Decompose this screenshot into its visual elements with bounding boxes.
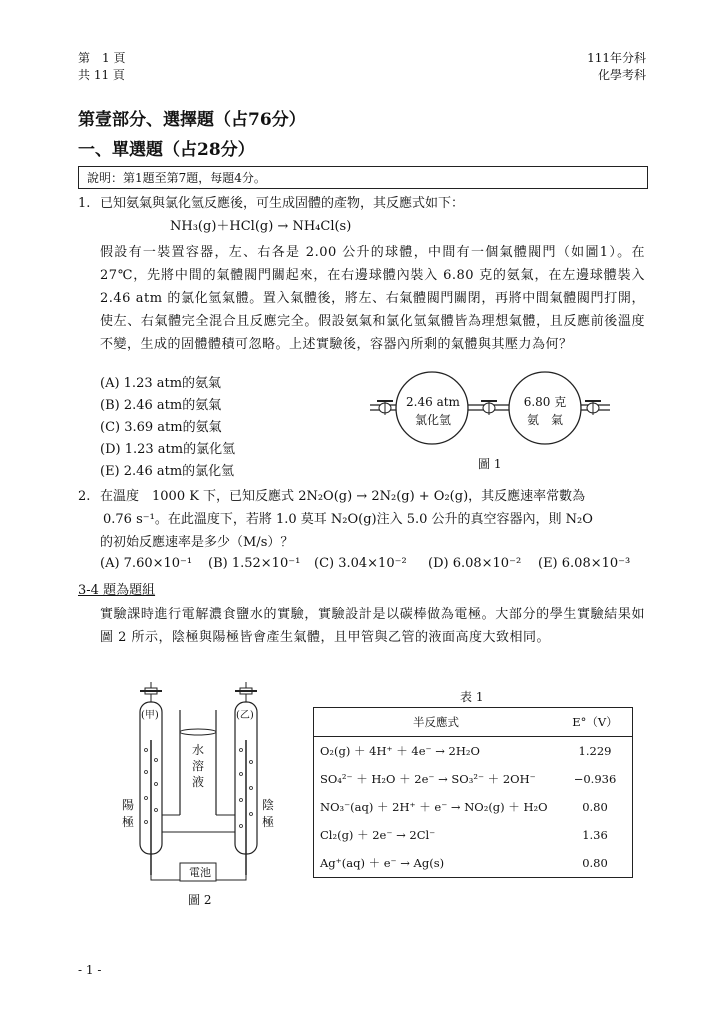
anode-label [122, 797, 134, 831]
reaction-cell: Cl₂(g) ＋ 2e⁻ → 2Cl⁻ [320, 828, 436, 842]
solution-char-3: 液 [192, 775, 205, 789]
potential-cell: 0.80 [582, 856, 608, 870]
q2-option-b: (B) 1.52×10⁻¹ [208, 556, 301, 571]
table-row [314, 821, 633, 849]
q2-option-a: (A) 7.60×10⁻¹ [100, 556, 193, 571]
table-row [314, 737, 633, 766]
right-bulb-gas: 氨 氣 [526, 413, 563, 427]
right-bulb-mass: 6.80 克 [523, 395, 567, 409]
header-potential: E°（V） [572, 715, 618, 729]
q2-option-c: (C) 3.04×10⁻² [314, 556, 407, 571]
instructions-box [78, 166, 648, 189]
right-valve-icon [585, 401, 601, 415]
table-header-row [314, 708, 633, 737]
reaction-cell: Ag⁺(aq) ＋ e⁻ → Ag(s) [320, 856, 445, 870]
q1-body: 假設有一裝置容器，左、右各是 2.00 公升的球體，中間有一個氣體閥門（如圖1）。在 27℃，先將中間的氣體閥門關起來，在右邊球體內裝入 6.80 克的氨氣，在左邊球體裝入 2.46 atm 的氯化氫氣體。置入氣體後，將左、右氣體閥門關閉，再將中間氣體閥門打開，使左、右氣體完全混合且反應完全。假設氨氣和氯化氫氣體皆為理想氣體，且反應前後溫度不變，生成的固體體積可忽略。上述實驗後，容器內所剩的氣體與其壓力為何？ [100, 245, 645, 352]
section-title: 一、單選題（占28分） [78, 140, 255, 160]
q2-option-e: (E) 6.08×10⁻³ [538, 556, 631, 571]
q2-option-d: (D) 6.08×10⁻² [428, 556, 522, 571]
header-reaction: 半反應式 [413, 715, 459, 729]
anode-char-2: 極 [122, 815, 135, 829]
cathode-char-1: 陰 [262, 798, 275, 812]
q2-line2: 0.76 s⁻¹。在此溫度下，若將 1.0 莫耳 N₂O(g)注入 5.0 公升的真空容器內，則 N₂O [103, 512, 593, 527]
solution-label [192, 742, 206, 790]
footer-page-number: - 1 - [78, 963, 102, 977]
q1-option-c: (C) 3.69 atm的氨氣 [100, 420, 222, 435]
table-row [314, 793, 633, 821]
figure-1-caption: 圖 1 [478, 457, 502, 471]
solution-char-2: 溶 [192, 759, 205, 773]
exam-year: 111年分科 [587, 51, 646, 65]
potential-cell: 0.80 [582, 800, 608, 814]
reaction-cell: NO₃⁻(aq) ＋ 2H⁺ ＋ e⁻ → NO₂(g) ＋ H₂O [320, 800, 548, 814]
solution-char-1: 水 [192, 743, 205, 757]
q2-line1: 在溫度 1000 K 下，已知反應式 2N₂O(g) → 2N₂(g) + O₂(g)，其反應速率常數為 [100, 489, 586, 504]
group-title: 3-4 題為題組 [78, 583, 156, 598]
reaction-cell: SO₄²⁻ ＋ H₂O ＋ 2e⁻ → SO₃²⁻ ＋ 2OH⁻ [320, 772, 536, 786]
reaction-cell: O₂(g) ＋ 4H⁺ ＋ 4e⁻ → 2H₂O [320, 744, 480, 758]
potential-cell: 1.229 [578, 744, 612, 758]
potential-cell: 1.36 [582, 828, 608, 842]
potential-cell: −0.936 [573, 772, 617, 786]
q1-option-e: (E) 2.46 atm的氯化氫 [100, 464, 235, 479]
q1-options [100, 373, 235, 483]
q1-intro: 已知氨氣與氯化氫反應後，可生成固體的產物，其反應式如下： [100, 196, 465, 211]
table-row [314, 849, 633, 878]
middle-valve-icon [481, 401, 497, 415]
table-row [314, 765, 633, 793]
tube-b-label: (乙) [236, 710, 254, 721]
part-title: 第壹部分、選擇題（占76分） [78, 110, 306, 130]
total-pages: 共 11 頁 [78, 68, 125, 82]
q1-number: 1. [78, 196, 91, 211]
left-bulb-pressure: 2.46 atm [406, 395, 460, 409]
q1-option-b: (B) 2.46 atm的氨氣 [100, 398, 222, 413]
q2-line3: 的初始反應速率是多少（M/s）？ [100, 535, 294, 550]
figure-2-caption: 圖 2 [188, 893, 212, 907]
battery-label: 電池 [189, 866, 211, 879]
anode-char-1: 陽 [122, 798, 135, 812]
half-reaction-table [313, 707, 633, 878]
tube-a-label: (甲) [141, 710, 159, 721]
figure-1-right-label [514, 393, 576, 429]
q1-option-d: (D) 1.23 atm的氯化氫 [100, 442, 236, 457]
table-1-title: 表 1 [460, 690, 484, 704]
page-number: 第 1 頁 [78, 51, 126, 65]
left-bulb-gas: 氯化氫 [414, 413, 451, 427]
subject: 化學考科 [597, 68, 646, 82]
group-body: 實驗課時進行電解濃食鹽水的實驗，實驗設計是以碳棒做為電極。大部分的學生實驗結果如圖 2 所示，陰極與陽極皆會產生氣體，且甲管與乙管的液面高度大致相同。 [100, 607, 645, 645]
right-stopcock-icon [235, 682, 257, 702]
instructions-text: 說明：第1題至第7題，每題4分。 [87, 171, 266, 185]
q1-option-a: (A) 1.23 atm的氨氣 [100, 376, 222, 391]
cathode-label [262, 797, 274, 831]
figure-1-left-label [402, 393, 464, 429]
cathode-char-2: 極 [262, 815, 275, 829]
left-valve-icon [377, 401, 393, 415]
q1-equation: NH₃(g)＋HCl(g) → NH₄Cl(s) [170, 219, 352, 234]
left-stopcock-icon [140, 682, 162, 702]
q2-number: 2. [78, 489, 91, 504]
